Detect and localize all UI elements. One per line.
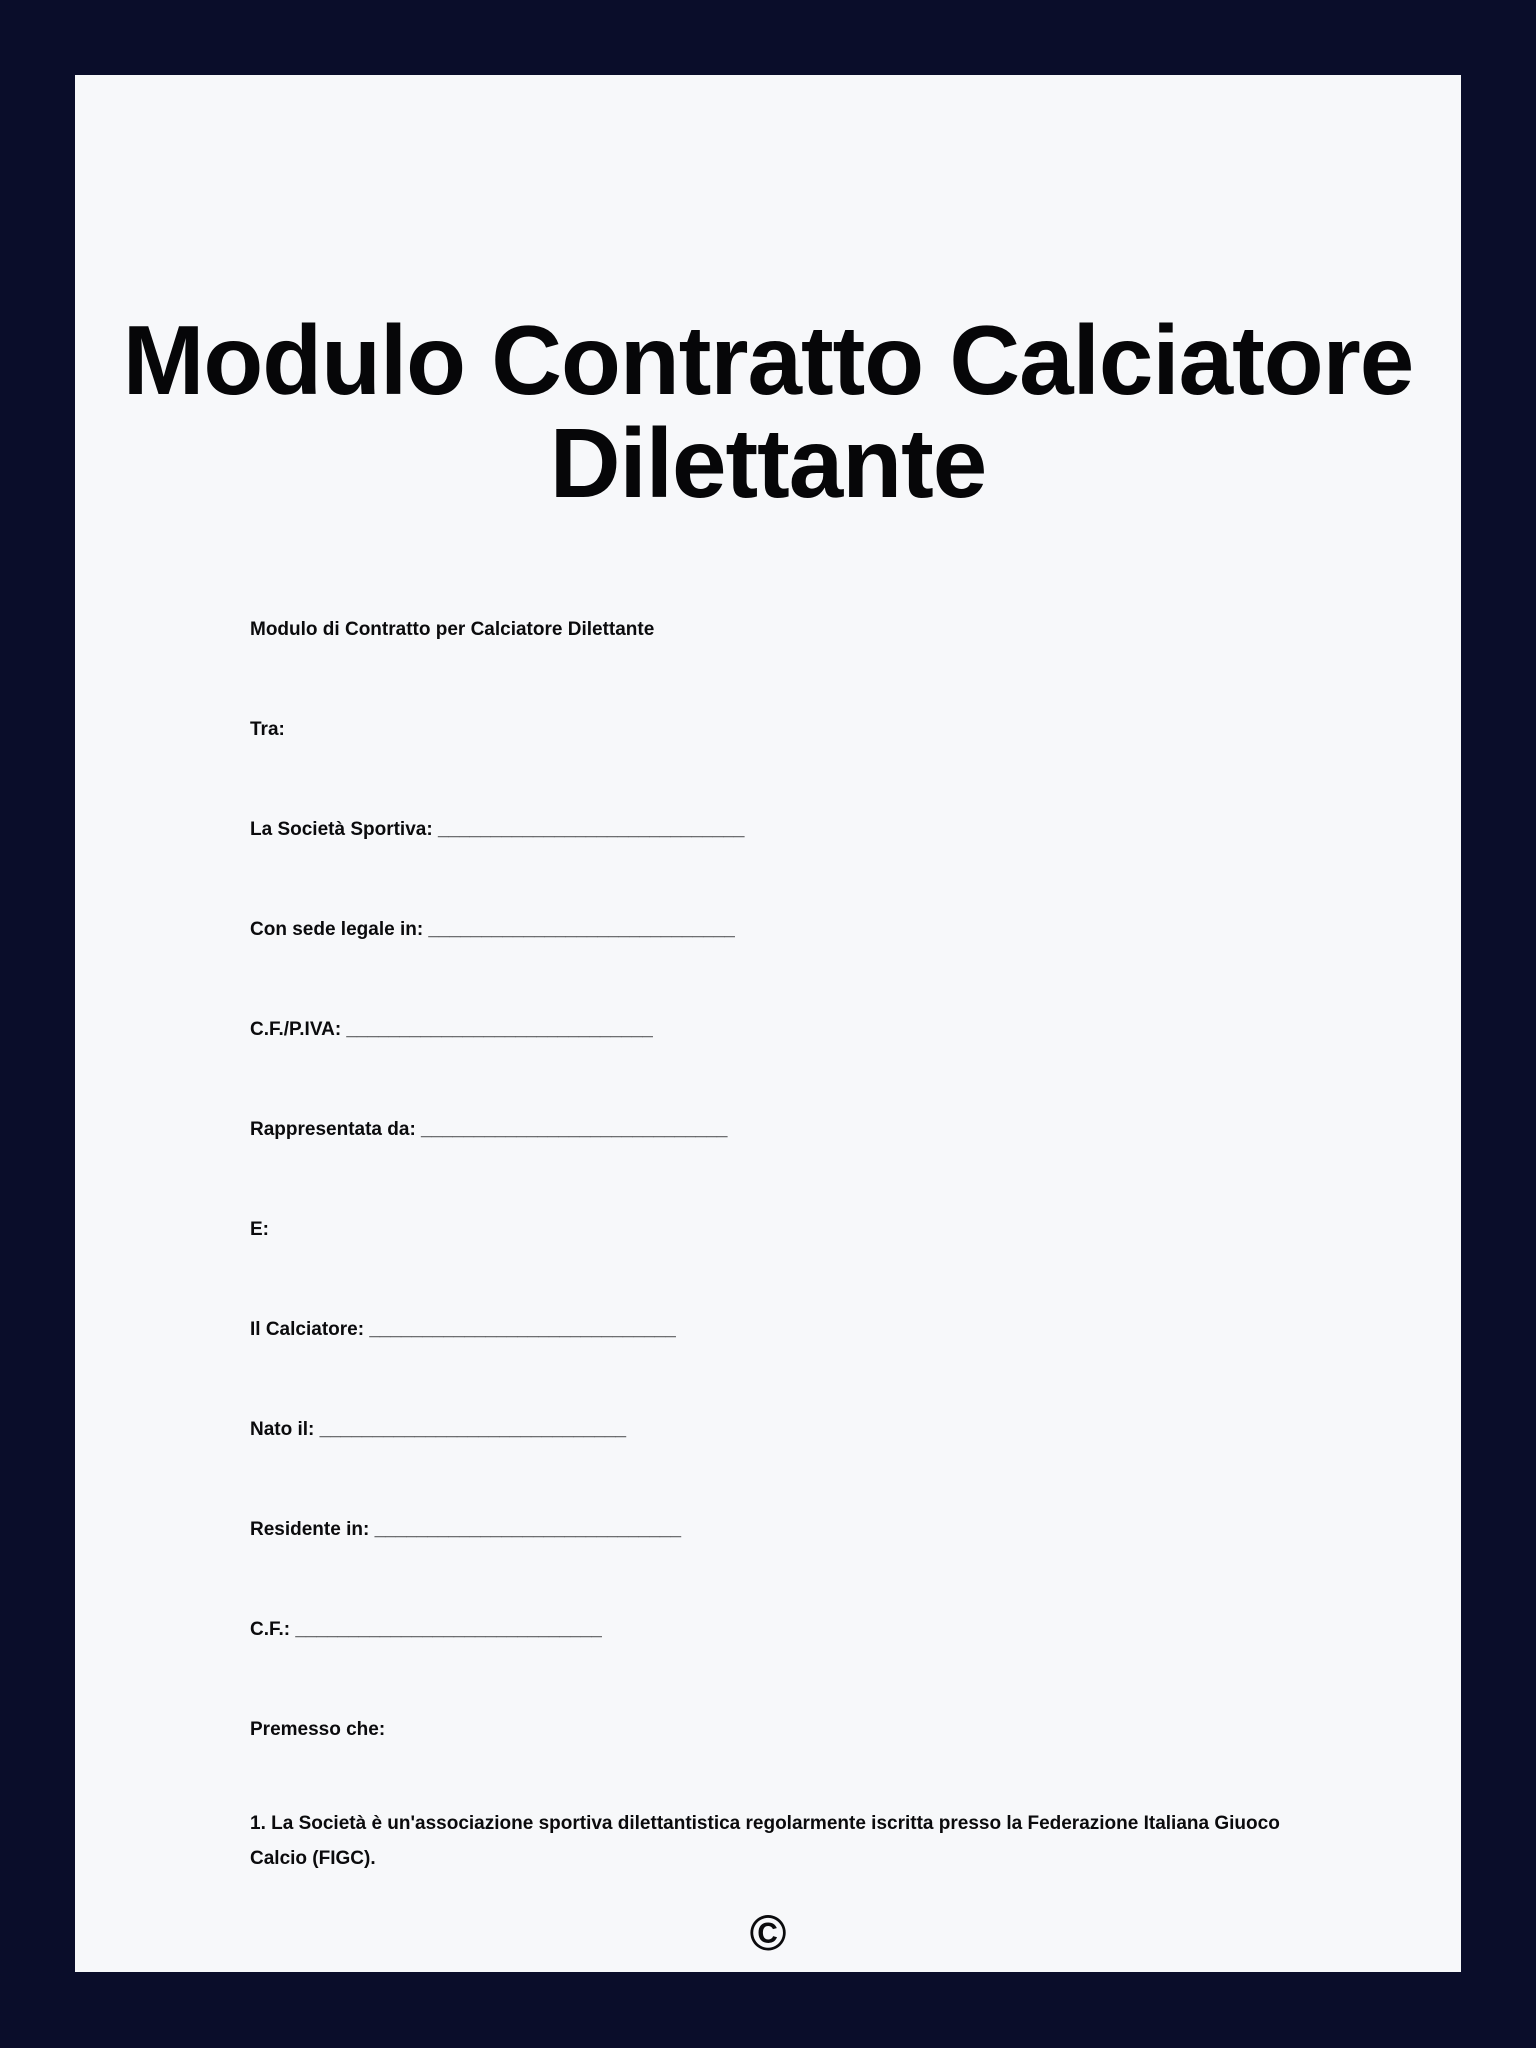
field-label: Nato il: — [250, 1419, 315, 1441]
between-label: Tra: — [250, 719, 285, 741]
field-cf — [250, 1580, 1321, 1680]
blank-line: _____________________________ — [364, 1319, 676, 1341]
field-label: C.F.: — [250, 1619, 291, 1641]
field-label: Il Calciatore: — [250, 1319, 365, 1341]
premise-item-1: 1. La Società è un'associazione sportiva dilettantistica regolarmente iscritta presso la Federazione Italiana Giuoco Calcio (FIGC). — [250, 1813, 1280, 1870]
blank-line: _____________________________ — [290, 1619, 602, 1641]
field-cf-piva — [250, 980, 1321, 1080]
intro-line — [250, 580, 1321, 680]
field-label: C.F./P.IVA: — [250, 1019, 342, 1041]
document-body — [250, 580, 1321, 1876]
field-label: Residente in: — [250, 1519, 370, 1541]
copyright-icon: © — [749, 1905, 787, 1961]
field-calciatore — [250, 1280, 1321, 1380]
intro-text: Modulo di Contratto per Calciatore Dilettante — [250, 619, 655, 641]
blank-line: _____________________________ — [341, 1019, 653, 1041]
field-label: Con sede legale in: — [250, 919, 424, 941]
blank-line: _____________________________ — [314, 1419, 627, 1441]
page-title: Modulo Contratto Calciatore Dilettante — [122, 304, 1414, 518]
premise-heading-label: Premesso che: — [250, 1719, 386, 1741]
field-rappresentata-da — [250, 1080, 1321, 1180]
field-sede-legale — [250, 880, 1321, 980]
and-line — [250, 1180, 1321, 1280]
and-label: E: — [250, 1219, 269, 1241]
blank-line: _____________________________ — [432, 819, 745, 841]
blank-line: _____________________________ — [415, 1119, 728, 1141]
premise-heading — [250, 1680, 1321, 1780]
document-page — [75, 75, 1461, 1972]
field-label: La Società Sportiva: — [250, 819, 433, 841]
between-line — [250, 680, 1321, 780]
field-nato-il — [250, 1380, 1321, 1480]
blank-line: _____________________________ — [369, 1519, 682, 1541]
blank-line: _____________________________ — [423, 919, 735, 941]
field-societa-sportiva — [250, 780, 1321, 880]
field-residente-in — [250, 1480, 1321, 1580]
field-label: Rappresentata da: — [250, 1119, 416, 1141]
